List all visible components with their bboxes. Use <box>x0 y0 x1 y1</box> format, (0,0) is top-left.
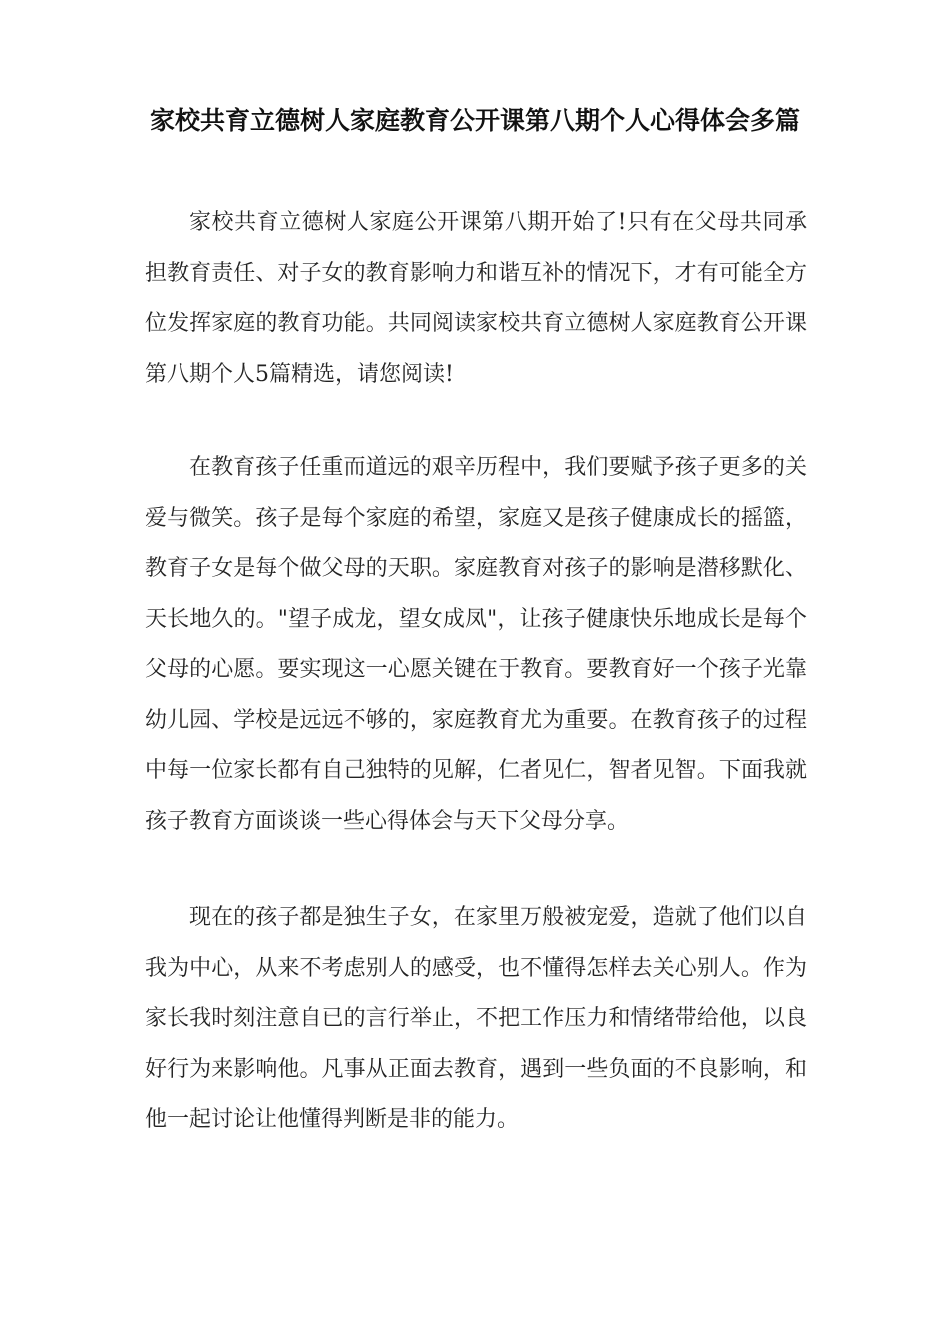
body-paragraph-1: 在教育孩子任重而道远的艰辛历程中，我们要赋予孩子更多的关爱与微笑。孩子是每个家庭的希望，家庭又是孩子健康成长的摇篮，教育子女是每个做父母的天职。家庭教育对孩子的影响是潜移默化、天长地久的。"望子成龙，望女成凤"，让孩子健康快乐地成长是每个父母的心愿。要实现这一心愿关键在于教育。要教育好一个孩子光靠幼儿园、学校是远远不够的，家庭教育尤为重要。在教育孩子的过程中每一位家长都有自己独特的见解，仁者见仁，智者见智。下面我就孩子教育方面谈谈一些心得体会与天下父母分享。 <box>145 455 807 834</box>
document-title: 家校共育立德树人家庭教育公开课第八期个人心得体会多篇 <box>149 106 800 135</box>
body-paragraph-2: 现在的孩子都是独生子女，在家里万般被宠爱，造就了他们以自我为中心，从来不考虑别人的感受，也不懂得怎样去关心别人。作为家长我时刻注意自已的言行举止，不把工作压力和情绪带给他，以良好行为来影响他。凡事从正面去教育，遇到一些负面的不良影响，和他一起讨论让他懂得判断是非的能力。 <box>145 905 807 1132</box>
intro-paragraph: 家校共育立德树人家庭公开课第八期开始了!只有在父母共同承担教育责任、对子女的教育影响力和谐互补的情况下，才有可能全方位发挥家庭的教育功能。共同阅读家校共育立德树人家庭教育公开课第八期个人5篇精选，请您阅读! <box>145 210 807 387</box>
